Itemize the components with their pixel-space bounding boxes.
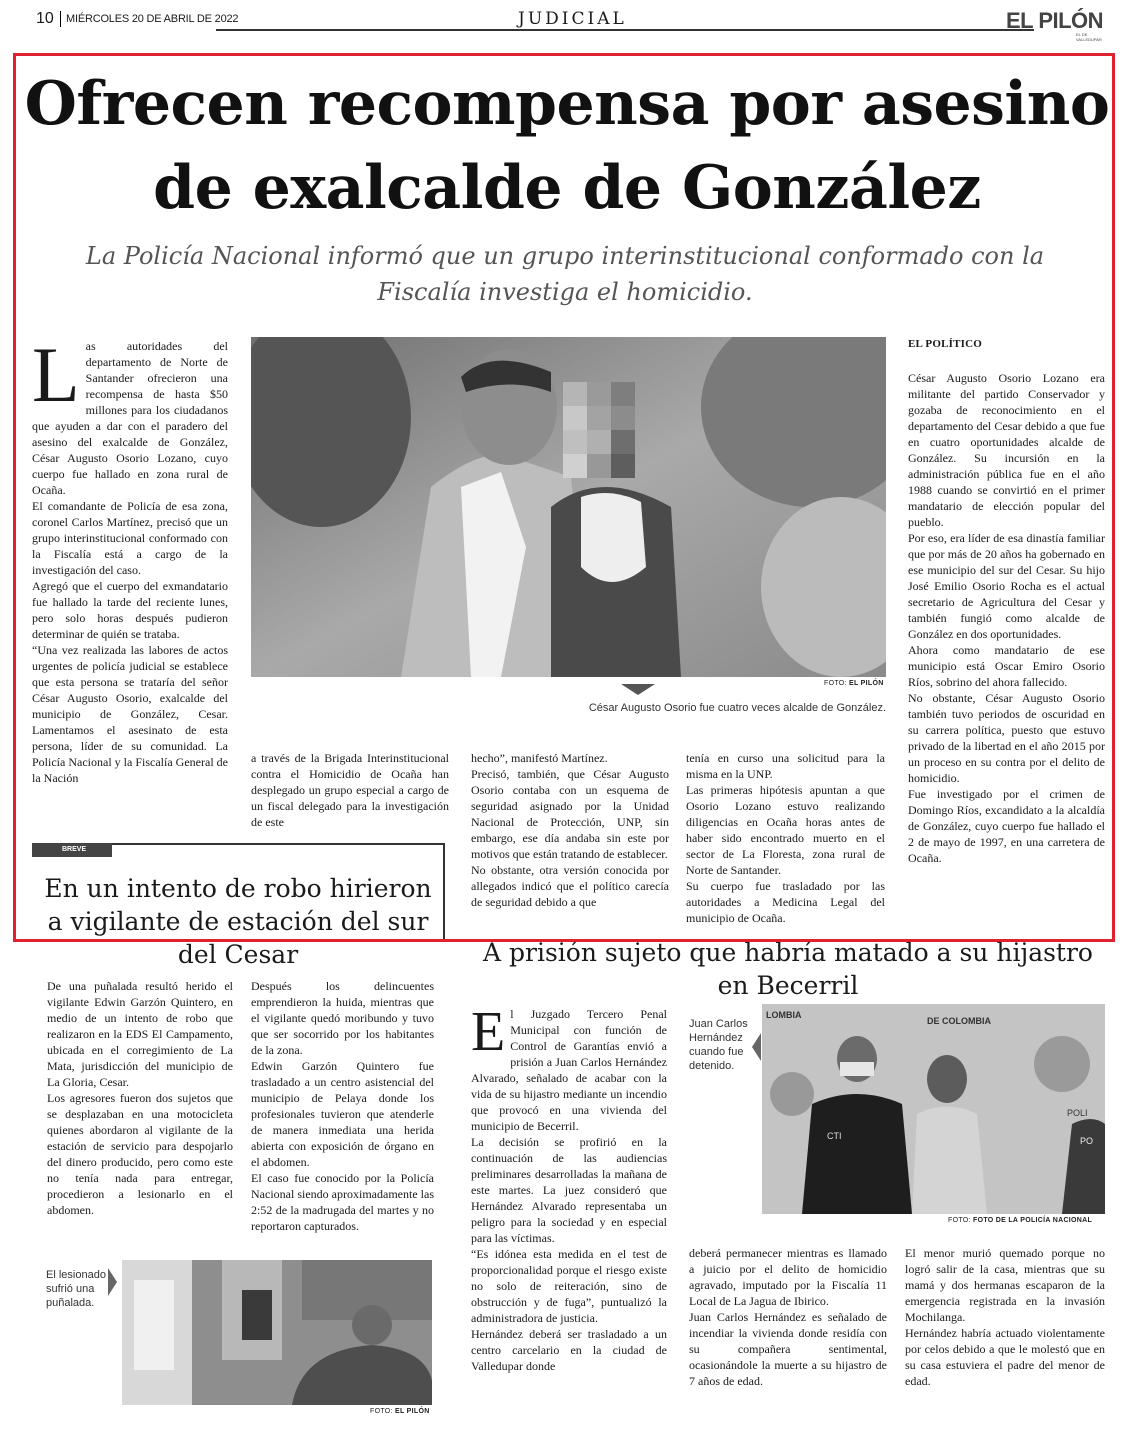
vest-text: CTI — [827, 1131, 842, 1141]
second-paragraph-8: Hernández habría actuado violentamente por celos debido a que le molestó que en su casa estuviera el padre del menor de edad. — [905, 1326, 1105, 1388]
second-photo-credit — [948, 1217, 1092, 1224]
breve-photo-graphic — [122, 1260, 432, 1405]
section-title: JUDICIAL — [518, 9, 627, 29]
second-column-1 — [471, 1001, 667, 1426]
second-paragraph-1: l Juzgado Tercero Penal Municipal con función de Control de Garantías envió a prisión a Juan Carlos Hernández Alvarado, señalado de acabar con la vida de su hijastro mediante un incendio que provocó en una vivienda del municipio de Becerril. — [471, 1007, 667, 1133]
main-paragraph-2: El comandante de Policía de esa zona, coronel Carlos Martínez, precisó que un grupo interinstitucional conformado con la Fiscalía está a cargo de la investigación del caso. — [32, 499, 228, 577]
breve-credit-source: EL PILÓN — [395, 1408, 430, 1415]
main-column-3 — [471, 750, 669, 925]
sidebar-column — [908, 370, 1105, 930]
pixelated-face — [563, 382, 635, 478]
credit-source: EL PILÓN — [849, 680, 884, 687]
second-photo-caption: Juan Carlos Hernández cuando fue detenido. — [689, 1018, 748, 1072]
main-photo-graphic — [251, 337, 886, 677]
main-paragraph-3: Agregó que el cuerpo del exmandatario fue hallado la tarde del reciente lunes, pero solo horas después pudieron determinar de quién se trataba. — [32, 579, 228, 641]
main-photo-credit — [824, 680, 884, 687]
main-dropcap: L — [32, 331, 80, 418]
breve-paragraph-2: Los agresores fueron dos sujetos que se desplazaban en una motocicleta quienes abordaron al vigilante de la estación de servicio para despojarlo del dinero producido, pero como este no tenía nada para entregar, procedieron a lesionarlo en el abdomen. — [47, 1091, 233, 1217]
backdrop-text-4: PO — [1080, 1136, 1094, 1146]
breve-paragraph-3: Después los delincuentes emprendieron la huida, mientras que el vigilante quedó moribundo y tuvo que ser socorrido por los habitantes de la zona. — [251, 979, 434, 1057]
breve-tag: BREVE — [32, 843, 112, 857]
newspaper-logo: EL PILÓN — [1006, 8, 1104, 33]
main-paragraph-7: Precisó, también, que César Augusto Osorio contaba con un esquema de seguridad asignado por la Unidad Nacional de Protección, UNP, sin embargo, ese día andaba sin este por motivos que están tratando de establecer. — [471, 767, 669, 861]
header-rule — [216, 29, 1034, 31]
main-photo — [251, 337, 886, 677]
breve-column-2 — [251, 978, 434, 1248]
issue-date: MIÉRCOLES 20 DE ABRIL DE 2022 — [66, 13, 239, 25]
page-header — [36, 8, 1106, 42]
credit-label: FOTO: — [824, 680, 847, 687]
second-photo-graphic — [762, 1004, 1105, 1214]
second-paragraph-2: La decisión se profirió en la continuación de las audiencias preliminares desarrolladas la mañana de este martes. La juez consideró que Hernández Alvarado representaba un peligro para la sociedad y en especial para las víctimas. — [471, 1135, 667, 1245]
second-column-3 — [905, 1245, 1105, 1425]
subtitle-line-2: Fiscalía investiga el homicidio. — [377, 278, 753, 306]
breve-column-1 — [47, 978, 233, 1248]
breve-paragraph-4: Edwin Garzón Quintero fue trasladado a un centro asistencial del municipio de Pelaya donde los profesionales tuvieron que atenderle de manera inmediata una herida abierta con exposición de órgano en el abdomen. — [251, 1059, 434, 1169]
breve-paragraph-5: El caso fue conocido por la Policía Nacional siendo aproximadamente las 2:52 de la madrugada del martes y no reportaron capturados. — [251, 1171, 434, 1233]
breve-photo-credit — [370, 1408, 430, 1415]
second-dropcap: E — [471, 1001, 506, 1063]
second-headline — [455, 936, 1121, 1002]
backdrop-text-3: POLI — [1067, 1108, 1088, 1118]
main-column-1 — [32, 331, 228, 826]
breve-headline-line-3: del Cesar — [177, 940, 299, 969]
main-column-2 — [251, 750, 449, 830]
second-caption-pointer-icon — [752, 1033, 761, 1061]
second-headline-line-1: A prisión sujeto que habría matado a su hijastro — [483, 938, 1093, 967]
headline-line-1: Ofrecen recompensa por asesino — [24, 69, 1110, 139]
second-paragraph-5: deberá permanecer mientras es llamado a juicio por el delito de homicidio agravado, imputado por la Fiscalía 11 Local de La Jagua de Ibirico. — [689, 1246, 887, 1308]
sidebar-paragraph-5: Fue investigado por el crimen de Domingo Ríos, excandidato a la alcaldía de González, cuyo cuerpo fue hallado el 2 de mayo de 1997, en una carretera de Ocaña. — [908, 787, 1105, 865]
headline-line-2: de exalcalde de González — [153, 153, 981, 223]
sidebar-paragraph-2: Por eso, era líder de esa dinastía familiar que por más de 20 años ha gobernado en ese municipio del sur del Cesar. Su hijo José Emilio Osorio Rocha es el actual secretario de Agricultura del Cesar y también fungió como alcalde de González en dos oportunidades. — [908, 531, 1105, 641]
header-separator — [60, 11, 61, 27]
backdrop-text-2: DE COLOMBIA — [927, 1016, 991, 1026]
main-paragraph-11: Su cuerpo fue trasladado por las autoridades a Medicina Legal del municipio de Ocaña. — [686, 879, 885, 925]
main-headline — [22, 62, 1112, 230]
breve-headline-line-1: En un intento de robo hirieron — [44, 874, 432, 903]
main-paragraph-8: No obstante, otra versión conocida por allegados indicó que el político carecía de seguridad debido a que — [471, 863, 669, 909]
main-column-4 — [686, 750, 885, 925]
main-photo-caption: César Augusto Osorio fue cuatro veces alcalde de González. — [588, 702, 886, 714]
breve-caption-pointer-icon — [108, 1268, 117, 1296]
second-paragraph-4: Hernández deberá ser trasladado a un centro carcelario en la ciudad de Valledupar donde — [471, 1327, 667, 1373]
main-paragraph-10: Las primeras hipótesis apuntan a que Osorio Lozano estuvo realizando diligencias en Ocaña horas antes de haber sido encontrado muerto en el sector de La Floresta, zona rural de Norte de Santander. — [686, 783, 885, 877]
page-number: 10 — [36, 10, 54, 27]
second-headline-line-2: en Becerril — [717, 971, 859, 1000]
sidebar-paragraph-3: Ahora como mandatario de ese municipio está Oscar Emiro Osorio Ríos, sobrino del ahora fallecido. — [908, 643, 1105, 689]
second-credit-label: FOTO: — [948, 1217, 971, 1224]
second-paragraph-7: El menor murió quemado porque no logró salir de la casa, mientras que su mamá y dos hermanas escaparon de la emergencia registrada en la invasión Mochilanga. — [905, 1246, 1105, 1324]
main-paragraph-9: tenía en curso una solicitud para la misma en la UNP. — [686, 751, 885, 781]
second-paragraph-3: “Es idónea esta medida en el test de proporcionalidad porque el riesgo existe no solo de reiteración, sino de obstrucción y de fuga”, puntualizó la administradora de justicia. — [471, 1247, 667, 1325]
main-paragraph-6: hecho”, manifestó Martínez. — [471, 751, 608, 765]
second-photo — [762, 1004, 1105, 1214]
sidebar-paragraph-1: César Augusto Osorio Lozano era militante del partido Conservador y gozaba de reconocimiento en el departamento del Cesar debido a que fue en cuatro oportunidades alcalde de González. Su incursión en la administración pública fue en el año 1988 cuando se convirtió en el primer mandatario de elección popular del pueblo. — [908, 371, 1105, 529]
caption-pointer-icon — [621, 684, 655, 695]
second-paragraph-6: Juan Carlos Hernández es señalado de incendiar la vivienda donde residía con su compañera sentimental, ocasionándole la muerte a su hijastro de 7 años de edad. — [689, 1310, 887, 1388]
breve-photo — [122, 1260, 432, 1405]
newspaper-logo-sub: EL DE VALLEDUPAR — [1076, 32, 1102, 42]
breve-paragraph-1: De una puñalada resultó herido el vigilante Edwin Garzón Quintero, en medio de un intento de robo que realizaron en la EDS El Campamento, ubicada en el corregimiento de La Mata, jurisdicción del municipio de La Gloria, Cesar. — [47, 979, 233, 1089]
main-paragraph-5: a través de la Brigada Interinstitucional contra el Homicidio de Ocaña han desplegado un grupo especial a cargo de un fiscal delegado para la investigación de este — [251, 751, 449, 829]
main-paragraph-4: “Una vez realizada las labores de actos urgentes de policía judicial se establece que esta persona se trataría del señor César Augusto Osorio, exalcalde del municipio de González, Cesar. Lamentamos el asesinato de esta persona, líder de su comunidad. La Policía Nacional y la Fiscalía General de la Nación — [32, 643, 228, 785]
backdrop-text-1: LOMBIA — [766, 1010, 802, 1020]
main-paragraph-1: as autoridades del departamento de Norte de Santander ofrecieron una recompensa de hasta $50 millones para los ciudadanos que ayuden a dar con el paradero del asesino del exalcalde de González, César Augusto Osorio Lozano, cuyo cuerpo fue hallado en zona rural de Ocaña. — [32, 339, 228, 497]
breve-headline-line-2: a vigilante de estación del sur — [47, 907, 429, 936]
breve-photo-caption: El lesionado sufrió una puñalada. — [46, 1269, 106, 1309]
subtitle-line-1: La Policía Nacional informó que un grupo interinstitucional conformado con la — [85, 242, 1045, 270]
breve-headline — [32, 872, 444, 971]
main-subtitle — [40, 238, 1090, 310]
second-column-2 — [689, 1245, 887, 1425]
breve-credit-label: FOTO: — [370, 1408, 393, 1415]
sidebar-title: EL POLÍTICO — [908, 338, 983, 350]
sidebar-paragraph-4: No obstante, César Augusto Osorio también tuvo periodos de oscuridad en su carrera política, puesto que estuvo privado de la libertad en el año 2015 por un proceso en su contra por el delito de homicidio. — [908, 691, 1105, 785]
second-credit-source: FOTO DE LA POLICÍA NACIONAL — [973, 1217, 1093, 1224]
